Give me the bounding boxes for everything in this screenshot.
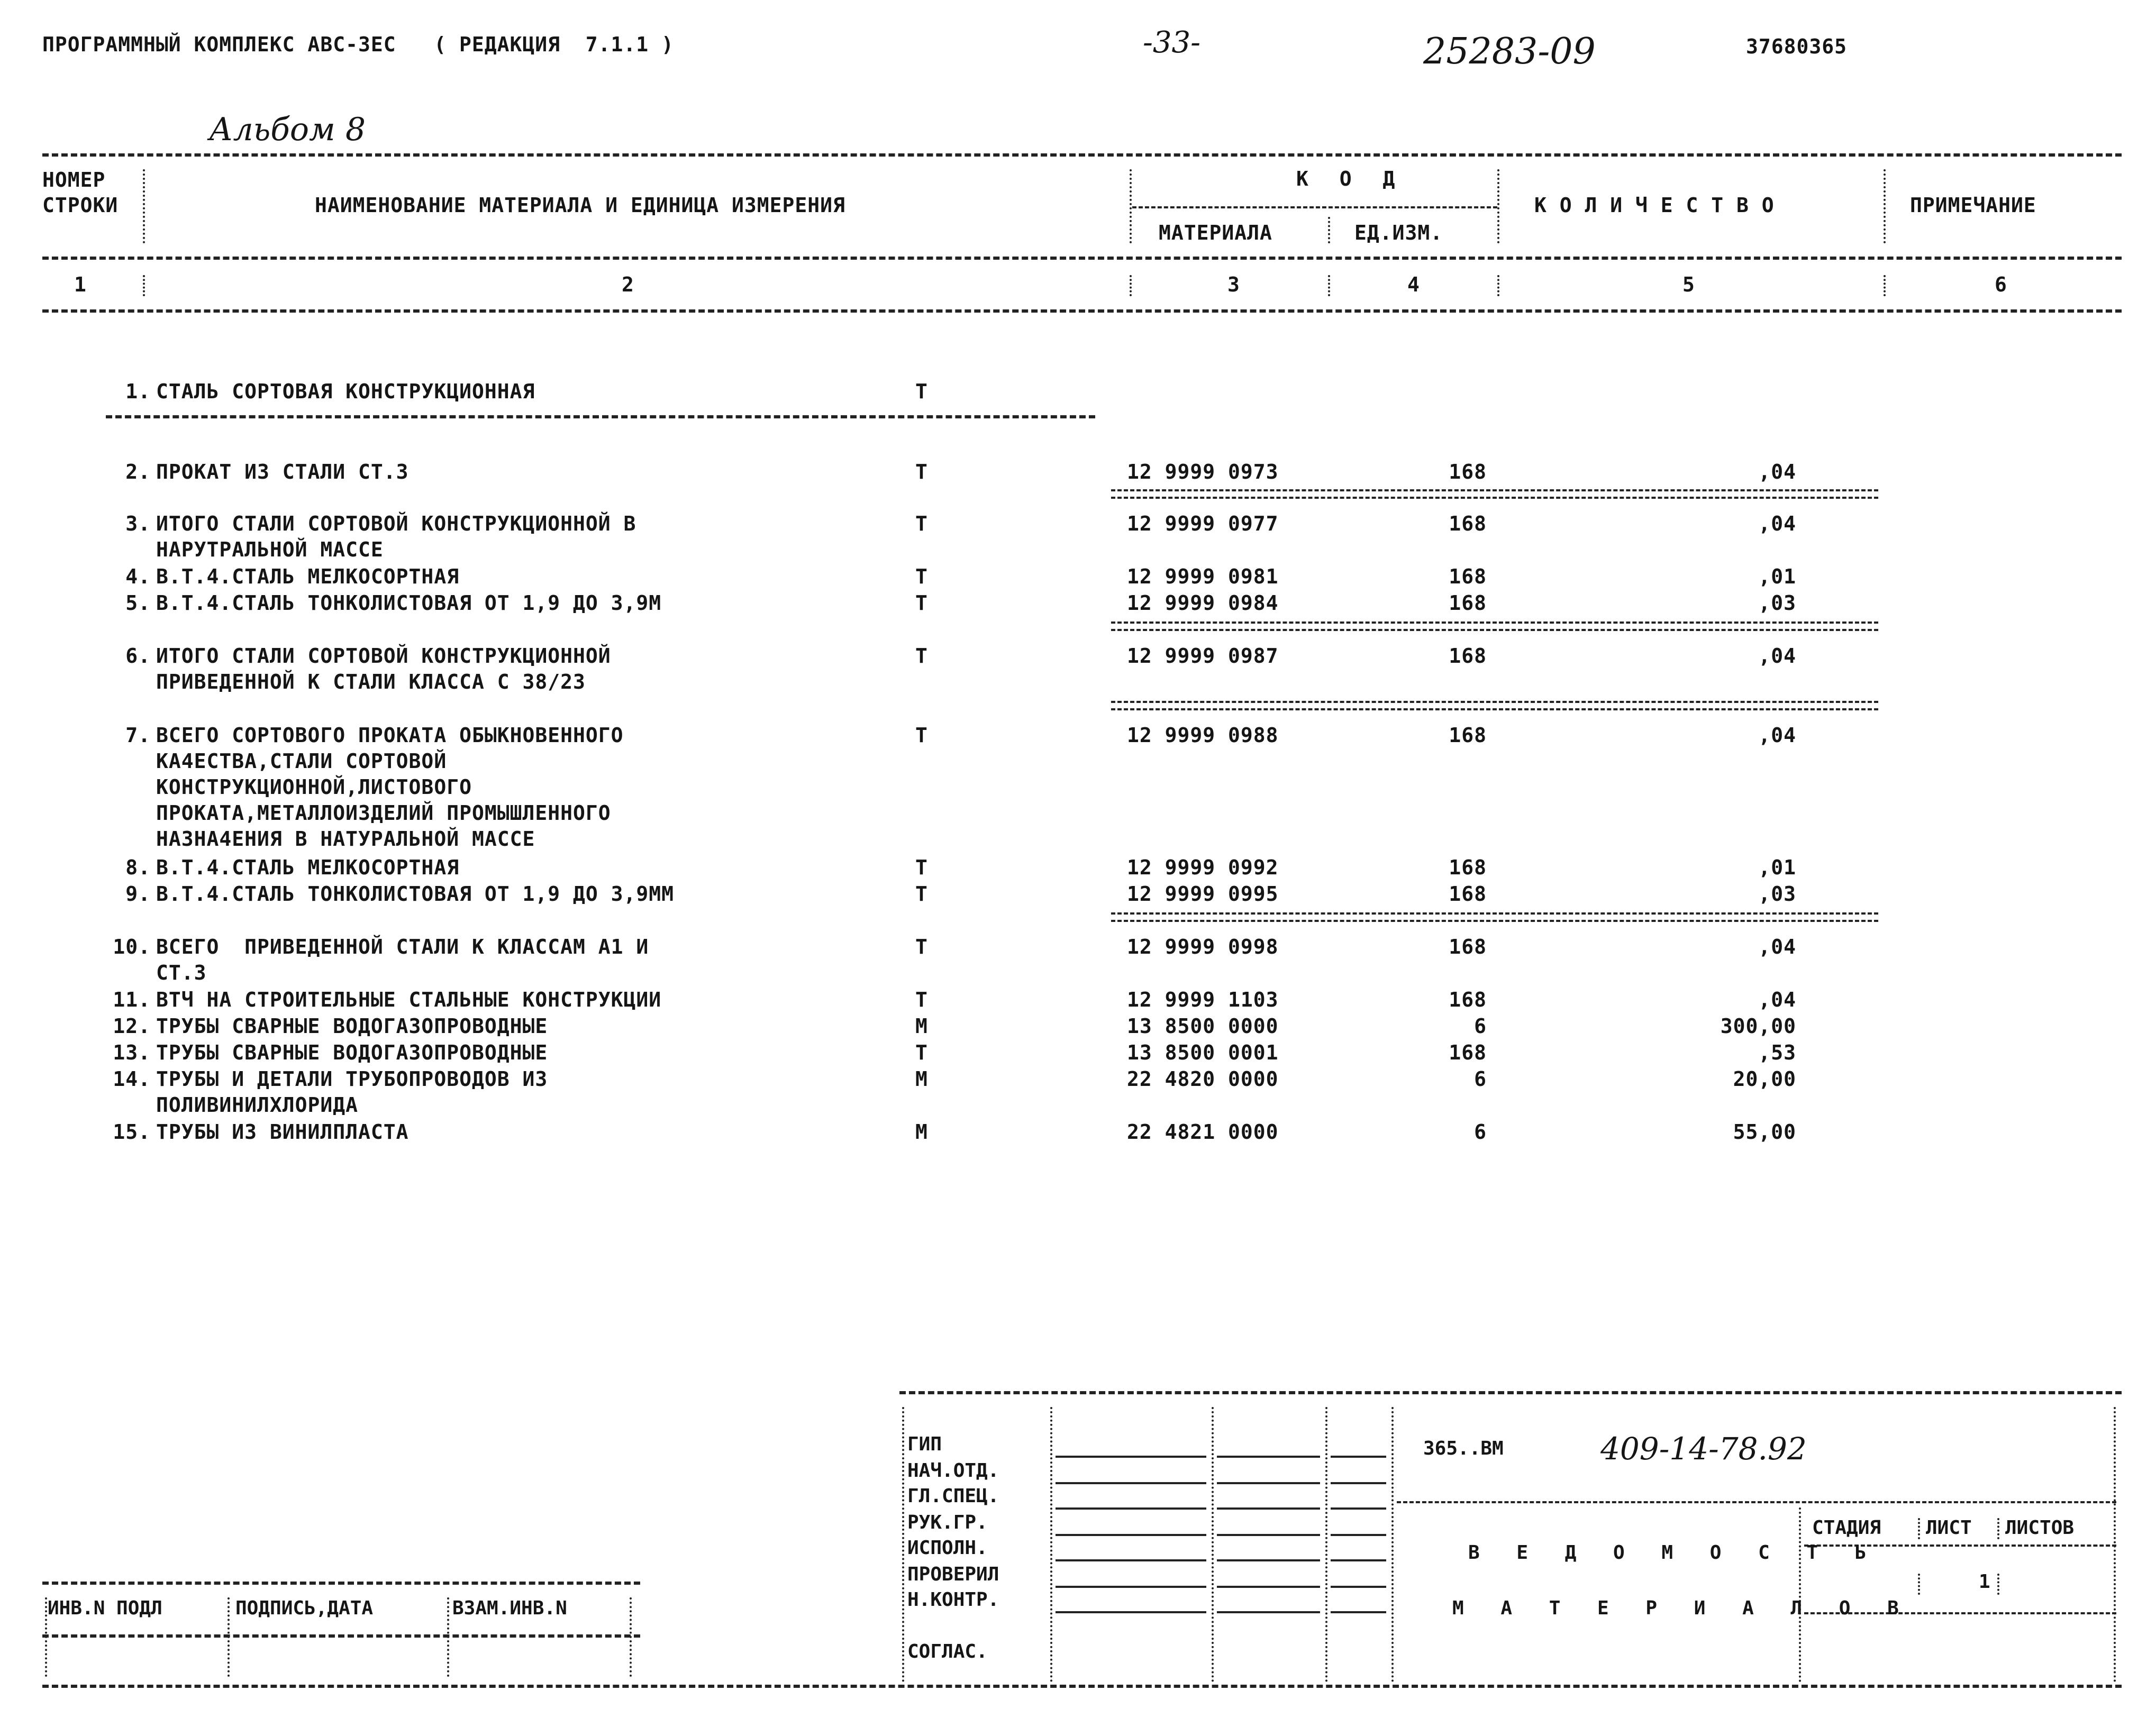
role-label: НАЧ.ОТД.	[907, 1460, 999, 1482]
row-number: 7.	[125, 724, 151, 747]
row-name-line: ВСЕГО СОРТОВОГО ПРОКАТА ОБЫКНОВЕННОГО	[156, 724, 624, 747]
role-label: ПРОВЕРИЛ	[907, 1564, 999, 1585]
row-unit-code: 6	[1474, 1015, 1487, 1038]
inv-sep-3	[630, 1597, 632, 1677]
row-unit: М	[915, 1120, 928, 1144]
num-sep-3	[1328, 275, 1330, 296]
inventory-top-rule	[42, 1582, 640, 1585]
row-unit-code: 168	[1449, 1041, 1487, 1064]
row-material-code: 22 4820 0000	[1127, 1067, 1279, 1091]
tb-code-rule	[1397, 1501, 2116, 1503]
document-title-line2: М А Т Е Р И А Л О В	[1452, 1597, 1912, 1619]
row-material-code: 12 9999 0998	[1127, 935, 1279, 958]
row-unit-code: 168	[1449, 565, 1487, 588]
program-title: ПРОГРАММНЫЙ КОМПЛЕКС АВС-3ЕС ( РЕДАКЦИЯ 7.1.1 )	[42, 33, 674, 56]
row-name-line: ПРОКАТА,МЕТАЛЛОИЗДЕЛИЙ ПРОМЫШЛЕННОГО	[156, 801, 611, 825]
row-name-line: ТРУБЫ ИЗ ВИНИЛПЛАСТА	[156, 1120, 409, 1144]
row-unit-code: 168	[1449, 591, 1487, 615]
role-label: СОГЛАС.	[907, 1641, 988, 1662]
row-name-line: СТ.3	[156, 961, 207, 984]
signature-line	[1217, 1611, 1320, 1613]
header-sep-5	[1884, 169, 1886, 243]
header-sep-1	[143, 169, 145, 243]
row-unit: Т	[915, 1041, 928, 1064]
row-number: 10.	[113, 935, 151, 958]
row-unit-code: 168	[1449, 724, 1487, 747]
header-sep-4	[1497, 169, 1499, 243]
signature-line	[1056, 1507, 1206, 1510]
role-label: Н.КОНТР.	[907, 1589, 999, 1611]
row-unit-code: 168	[1449, 882, 1487, 906]
row-number: 4.	[125, 565, 151, 588]
row-number: 12.	[113, 1015, 151, 1038]
document-code: 25283-09	[1423, 31, 1596, 72]
row-unit-code: 6	[1474, 1067, 1487, 1091]
col-unit-header: ЕД.ИЗМ.	[1354, 221, 1443, 244]
row-number: 5.	[125, 591, 151, 615]
role-label: ИСПОЛН.	[907, 1537, 988, 1559]
row-material-code: 12 9999 0987	[1127, 644, 1279, 668]
sheets-header: ЛИСТОВ	[2005, 1517, 2075, 1539]
num-sep-5	[1884, 275, 1886, 296]
inventory-col1: ИНВ.N ПОДЛ	[48, 1597, 162, 1619]
row-name-line: ПРИВЕДЕННОЙ К СТАЛИ КЛАССА С 38/23	[156, 670, 586, 693]
stage-sep-1	[1918, 1518, 1920, 1539]
title-code-prefix: 365..ВМ	[1423, 1438, 1504, 1459]
row-name-line: В.Т.4.СТАЛЬ ТОНКОЛИСТОВАЯ ОТ 1,9 ДО 3,9М	[156, 591, 662, 615]
col-index-2: 2	[622, 273, 634, 296]
row-name-line: КА4ЕСТВА,СТАЛИ СОРТОВОЙ	[156, 750, 447, 773]
col-index-5: 5	[1682, 273, 1695, 296]
row-material-code: 12 9999 0984	[1127, 591, 1279, 615]
signature-line	[1217, 1456, 1320, 1458]
col-material-header: МАТЕРИАЛА	[1159, 221, 1272, 244]
row-unit-code: 168	[1449, 644, 1487, 668]
row-number: 8.	[125, 856, 151, 879]
row-material-code: 13 8500 0001	[1127, 1041, 1279, 1064]
signature-line	[1056, 1611, 1206, 1613]
total-rule-1	[1111, 489, 1878, 499]
row-material-code: 12 9999 0988	[1127, 724, 1279, 747]
row-name-line: В.Т.4.СТАЛЬ ТОНКОЛИСТОВАЯ ОТ 1,9 ДО 3,9ММ	[156, 882, 674, 906]
inventory-col2: ПОДПИСЬ,ДАТА	[235, 1597, 374, 1619]
num-sep-4	[1497, 275, 1499, 296]
col-quantity-header: К О Л И Ч Е С Т В О	[1534, 194, 1775, 217]
col-number-header-line1: НОМЕР	[42, 168, 106, 191]
row-unit: Т	[915, 380, 928, 403]
page-number: -33-	[1143, 25, 1201, 60]
album-label: Альбом 8	[209, 111, 366, 148]
row-name-line: ИТОГО СТАЛИ СОРТОВОЙ КОНСТРУКЦИОННОЙ В	[156, 512, 636, 535]
row-unit-code: 168	[1449, 935, 1487, 958]
row-quantity: 300,00	[1720, 1015, 1796, 1038]
inv-sep-0	[45, 1597, 47, 1677]
row-unit: Т	[915, 644, 928, 668]
row-unit-code: 168	[1449, 512, 1487, 535]
row-quantity: ,04	[1758, 724, 1796, 747]
row-number: 15.	[113, 1120, 151, 1144]
tb-sep-left	[902, 1407, 904, 1682]
row-quantity: ,04	[1758, 644, 1796, 668]
row-name-line: ТРУБЫ СВАРНЫЕ ВОДОГАЗОПРОВОДНЫЕ	[156, 1041, 548, 1064]
stage-sep-4	[1997, 1574, 1999, 1595]
tb-sep-b	[1212, 1407, 1214, 1682]
row-number: 14.	[113, 1067, 151, 1091]
row-name-line: ТРУБЫ СВАРНЫЕ ВОДОГАЗОПРОВОДНЫЕ	[156, 1015, 548, 1038]
row-unit: Т	[915, 882, 928, 906]
signature-line	[1056, 1534, 1206, 1536]
role-label: ГИП	[907, 1433, 942, 1455]
header-sep-2	[1130, 169, 1132, 243]
row-material-code: 12 9999 0973	[1127, 460, 1279, 483]
row-number: 11.	[113, 988, 151, 1011]
row-material-code: 12 9999 0977	[1127, 512, 1279, 535]
inv-sep-1	[228, 1597, 230, 1677]
signature-line	[1217, 1482, 1320, 1484]
code-group-rule	[1132, 206, 1497, 208]
role-label: ГЛ.СПЕЦ.	[907, 1485, 999, 1507]
row-material-code: 12 9999 0995	[1127, 882, 1279, 906]
row-number: 1.	[125, 380, 151, 403]
row-name-line: НАРУТРАЛЬНОЙ МАССЕ	[156, 538, 384, 561]
title-block-top-rule	[899, 1391, 2122, 1394]
sheet-header: ЛИСТ	[1926, 1517, 1972, 1539]
row-unit: Т	[915, 591, 928, 615]
row-unit: Т	[915, 512, 928, 535]
signature-line	[1056, 1456, 1206, 1458]
row-name-line: ВТЧ НА СТРОИТЕЛЬНЫЕ СТАЛЬНЫЕ КОНСТРУКЦИИ	[156, 988, 662, 1011]
row-quantity: ,01	[1758, 856, 1796, 879]
signature-line	[1056, 1482, 1206, 1484]
row-unit: Т	[915, 460, 928, 483]
total-rule-2	[1111, 622, 1878, 631]
page-bottom-rule	[42, 1685, 2122, 1688]
signature-line	[1331, 1586, 1386, 1588]
row-quantity: ,04	[1758, 935, 1796, 958]
row-quantity: 55,00	[1733, 1120, 1796, 1144]
signature-line	[1056, 1586, 1206, 1588]
signature-line	[1217, 1559, 1320, 1561]
signature-line	[1331, 1559, 1386, 1561]
row-material-code: 12 9999 0992	[1127, 856, 1279, 879]
row-unit: Т	[915, 724, 928, 747]
project-code: 409-14-78.92	[1600, 1431, 1807, 1467]
signature-line	[1331, 1482, 1386, 1484]
row-name-line: ПОЛИВИНИЛХЛОРИДА	[156, 1093, 359, 1117]
row-number: 13.	[113, 1041, 151, 1064]
signature-line	[1331, 1456, 1386, 1458]
row-unit: Т	[915, 565, 928, 588]
row-quantity: ,04	[1758, 512, 1796, 535]
row-name-line: ВСЕГО ПРИВЕДЕННОЙ СТАЛИ К КЛАССАМ А1 И	[156, 935, 649, 958]
row-quantity: 20,00	[1733, 1067, 1796, 1091]
stage-sep-2	[1997, 1518, 1999, 1539]
row-unit: Т	[915, 988, 928, 1011]
row-unit-code: 168	[1449, 988, 1487, 1011]
signature-line	[1331, 1534, 1386, 1536]
tb-sep-c	[1325, 1407, 1327, 1682]
row-name-line: КОНСТРУКЦИОННОЙ,ЛИСТОВОГО	[156, 775, 472, 799]
row-name-line: ПРОКАТ ИЗ СТАЛИ СТ.3	[156, 460, 409, 483]
col-index-3: 3	[1227, 273, 1240, 296]
stage-sep-3	[1918, 1574, 1920, 1595]
total-rule-3	[1111, 701, 1878, 710]
header-top-rule	[42, 153, 2122, 157]
inv-sep-2	[447, 1597, 449, 1677]
tb-sep-d	[1391, 1407, 1394, 1682]
header-mid-rule	[42, 257, 2122, 260]
header-bottom-rule	[42, 309, 2122, 313]
col-index-4: 4	[1407, 273, 1420, 296]
row-unit: М	[915, 1015, 928, 1038]
col-number-header-line2: СТРОКИ	[42, 194, 119, 217]
row-unit: Т	[915, 856, 928, 879]
row-material-code: 12 9999 0981	[1127, 565, 1279, 588]
signature-line	[1217, 1534, 1320, 1536]
row-name-line: В.Т.4.СТАЛЬ МЕЛКОСОРТНАЯ	[156, 565, 460, 588]
row-material-code: 12 9999 1103	[1127, 988, 1279, 1011]
signature-line	[1331, 1611, 1386, 1613]
row-number: 6.	[125, 644, 151, 668]
section-rule	[106, 415, 1095, 418]
total-rule-4	[1111, 912, 1878, 922]
row-quantity: ,53	[1758, 1041, 1796, 1064]
inventory-col3: ВЗАМ.ИНВ.N	[452, 1597, 567, 1619]
tb-sep-a	[1050, 1407, 1052, 1682]
row-number: 2.	[125, 460, 151, 483]
role-label: РУК.ГР.	[907, 1512, 988, 1533]
row-unit: М	[915, 1067, 928, 1091]
signature-line	[1217, 1586, 1320, 1588]
row-quantity: ,03	[1758, 882, 1796, 906]
row-quantity: ,03	[1758, 591, 1796, 615]
sheet-value: 1	[1979, 1571, 1990, 1593]
row-material-code: 13 8500 0000	[1127, 1015, 1279, 1038]
code-group-header: К О Д	[1296, 167, 1405, 190]
row-name-line: ИТОГО СТАЛИ СОРТОВОЙ КОНСТРУКЦИОННОЙ	[156, 644, 611, 668]
col-name-header: НАИМЕНОВАНИЕ МАТЕРИАЛА И ЕДИНИЦА ИЗМЕРЕНИЯ	[315, 194, 845, 217]
row-number: 9.	[125, 882, 151, 906]
signature-line	[1217, 1507, 1320, 1510]
row-unit: Т	[915, 935, 928, 958]
row-unit-code: 6	[1474, 1120, 1487, 1144]
row-quantity: ,04	[1758, 988, 1796, 1011]
row-name-line: НАЗНА4ЕНИЯ В НАТУРАЛЬНОЙ МАССЕ	[156, 827, 535, 851]
col-note-header: ПРИМЕЧАНИЕ	[1910, 194, 2036, 217]
row-quantity: ,01	[1758, 565, 1796, 588]
document-title-line1: В Е Д О М О С Т Ь	[1468, 1542, 1879, 1564]
serial-number: 37680365	[1746, 35, 1848, 58]
row-unit-code: 168	[1449, 856, 1487, 879]
row-name-line: В.Т.4.СТАЛЬ МЕЛКОСОРТНАЯ	[156, 856, 460, 879]
signature-line	[1056, 1559, 1206, 1561]
tb-sep-e	[1799, 1507, 1801, 1682]
row-quantity: ,04	[1758, 460, 1796, 483]
stage-header: СТАДИЯ	[1812, 1517, 1881, 1539]
row-name-line: СТАЛЬ СОРТОВАЯ КОНСТРУКЦИОННАЯ	[156, 380, 535, 403]
inventory-mid-rule	[42, 1634, 640, 1638]
num-sep-2	[1130, 275, 1132, 296]
col-index-6: 6	[1995, 273, 2007, 296]
row-name-line: ТРУБЫ И ДЕТАЛИ ТРУБОПРОВОДОВ ИЗ	[156, 1067, 548, 1091]
row-number: 3.	[125, 512, 151, 535]
header-sep-3	[1328, 217, 1330, 243]
row-unit-code: 168	[1449, 460, 1487, 483]
signature-line	[1331, 1507, 1386, 1510]
num-sep-1	[143, 275, 145, 296]
col-index-1: 1	[74, 273, 87, 296]
row-material-code: 22 4821 0000	[1127, 1120, 1279, 1144]
